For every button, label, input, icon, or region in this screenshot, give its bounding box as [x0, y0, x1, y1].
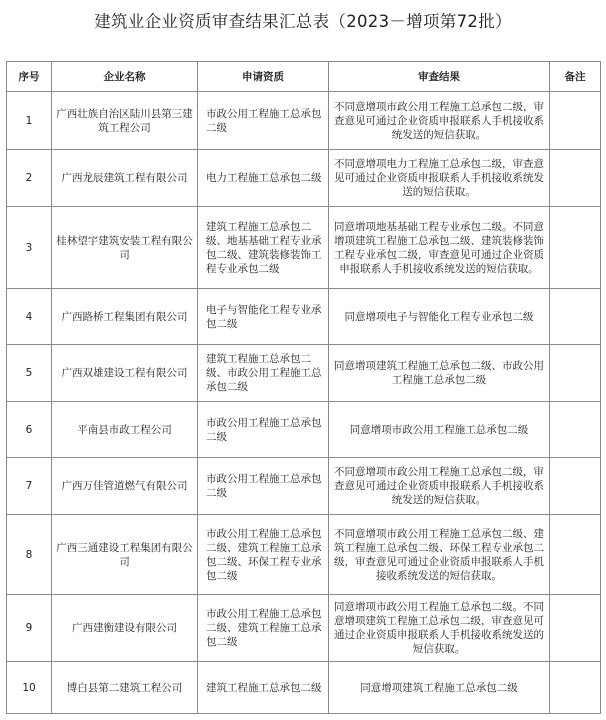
row-qualification: 市政公用工程施工总承包二级、建筑工程施工总承包二级、环保工程专业承包二级 [198, 515, 329, 595]
row-result: 同意增项电子与智能化工程专业承包二级 [329, 289, 550, 345]
row-no: 5 [7, 345, 52, 402]
row-company: 广西路桥工程集团有限公司 [52, 289, 198, 345]
header-result: 审查结果 [329, 62, 550, 92]
row-no: 3 [7, 207, 52, 289]
row-company: 平南县市政工程公司 [52, 402, 198, 458]
row-no: 8 [7, 515, 52, 595]
row-qualification: 电子与智能化工程专业承包二级 [198, 289, 329, 345]
row-result: 同意增项市政公用工程施工总承包二级 [329, 402, 550, 458]
row-remark [550, 458, 601, 515]
row-no: 2 [7, 150, 52, 207]
row-remark [550, 207, 601, 289]
row-result: 不同意增项电力工程施工总承包二级，审查意见可通过企业资质申报联系人手机接收系统发送的短信获取。 [329, 150, 550, 207]
page-title: 建筑业企业资质审查结果汇总表（2023－增项第72批） [94, 12, 512, 31]
row-remark [550, 289, 601, 345]
qualification-results-table [6, 61, 601, 714]
row-qualification: 市政公用工程施工总承包二级 [198, 458, 329, 515]
row-no: 9 [7, 595, 52, 662]
row-qualification: 电力工程施工总承包二级 [198, 150, 329, 207]
table-row [7, 207, 601, 289]
header-company: 企业名称 [52, 62, 198, 92]
table-row [7, 150, 601, 207]
header-qualification: 申请资质 [198, 62, 329, 92]
row-result: 不同意增项市政公用工程施工总承包二级，审查意见可通过企业资质申报联系人手机接收系统发送的短信获取。 [329, 92, 550, 150]
table-row [7, 515, 601, 595]
row-remark [550, 345, 601, 402]
row-qualification: 建筑工程施工总承包二级、地基基础工程专业承包二级、建筑装修装饰工程专业承包二级 [198, 207, 329, 289]
row-remark [550, 92, 601, 150]
row-company: 桂林望宇建筑安装工程有限公司 [52, 207, 198, 289]
table-row [7, 595, 601, 662]
row-company: 广西壮族自治区陆川县第三建筑工程公司 [52, 92, 198, 150]
row-no: 10 [7, 662, 52, 714]
row-result: 不同意增项市政公用工程施工总承包二级，审查意见可通过企业资质申报联系人手机接收系统发送的短信获取。 [329, 458, 550, 515]
row-remark [550, 662, 601, 714]
row-no: 1 [7, 92, 52, 150]
row-result: 同意增项地基基础工程专业承包二级。不同意增项建筑工程施工总承包二级、建筑装修装饰工程专业承包二级，审查意见可通过企业资质申报联系人手机接收系统发送的短信获取。 [329, 207, 550, 289]
row-remark [550, 595, 601, 662]
table-header-row [7, 62, 601, 92]
row-qualification: 建筑工程施工总承包二级、市政公用工程施工总承包二级 [198, 345, 329, 402]
row-no: 6 [7, 402, 52, 458]
row-remark [550, 515, 601, 595]
table-row [7, 289, 601, 345]
row-result: 同意增项市政公用工程施工总承包二级。不同意增项建筑工程施工总承包二级，审查意见可通过企业资质申报联系人手机接收系统发送的短信获取。 [329, 595, 550, 662]
table-row [7, 458, 601, 515]
row-company: 广西双雄建设工程有限公司 [52, 345, 198, 402]
table-row [7, 345, 601, 402]
header-remark: 备注 [550, 62, 601, 92]
row-company: 博白县第二建筑工程公司 [52, 662, 198, 714]
row-result: 不同意增项市政公用工程施工总承包二级、建筑工程施工总承包二级、环保工程专业承包二级，审查意见可通过企业资质申报联系人手机接收系统发送的短信获取。 [329, 515, 550, 595]
row-company: 广西万佳管道燃气有限公司 [52, 458, 198, 515]
row-company: 广西龙辰建筑工程有限公司 [52, 150, 198, 207]
row-no: 4 [7, 289, 52, 345]
row-qualification: 市政公用工程施工总承包二级 [198, 92, 329, 150]
row-company: 广西三通建设工程集团有限公司 [52, 515, 198, 595]
row-result: 同意增项建筑工程施工总承包二级、市政公用工程施工总承包二级 [329, 345, 550, 402]
row-qualification: 市政公用工程施工总承包二级 [198, 402, 329, 458]
table-row [7, 92, 601, 150]
table-row [7, 402, 601, 458]
table-row [7, 662, 601, 714]
row-remark [550, 402, 601, 458]
row-qualification: 建筑工程施工总承包二级 [198, 662, 329, 714]
row-company: 广西建衡建设有限公司 [52, 595, 198, 662]
row-no: 7 [7, 458, 52, 515]
header-no: 序号 [7, 62, 52, 92]
row-remark [550, 150, 601, 207]
row-qualification: 市政公用工程施工总承包二级、建筑工程施工总承包二级 [198, 595, 329, 662]
row-result: 同意增项建筑工程施工总承包二级 [329, 662, 550, 714]
